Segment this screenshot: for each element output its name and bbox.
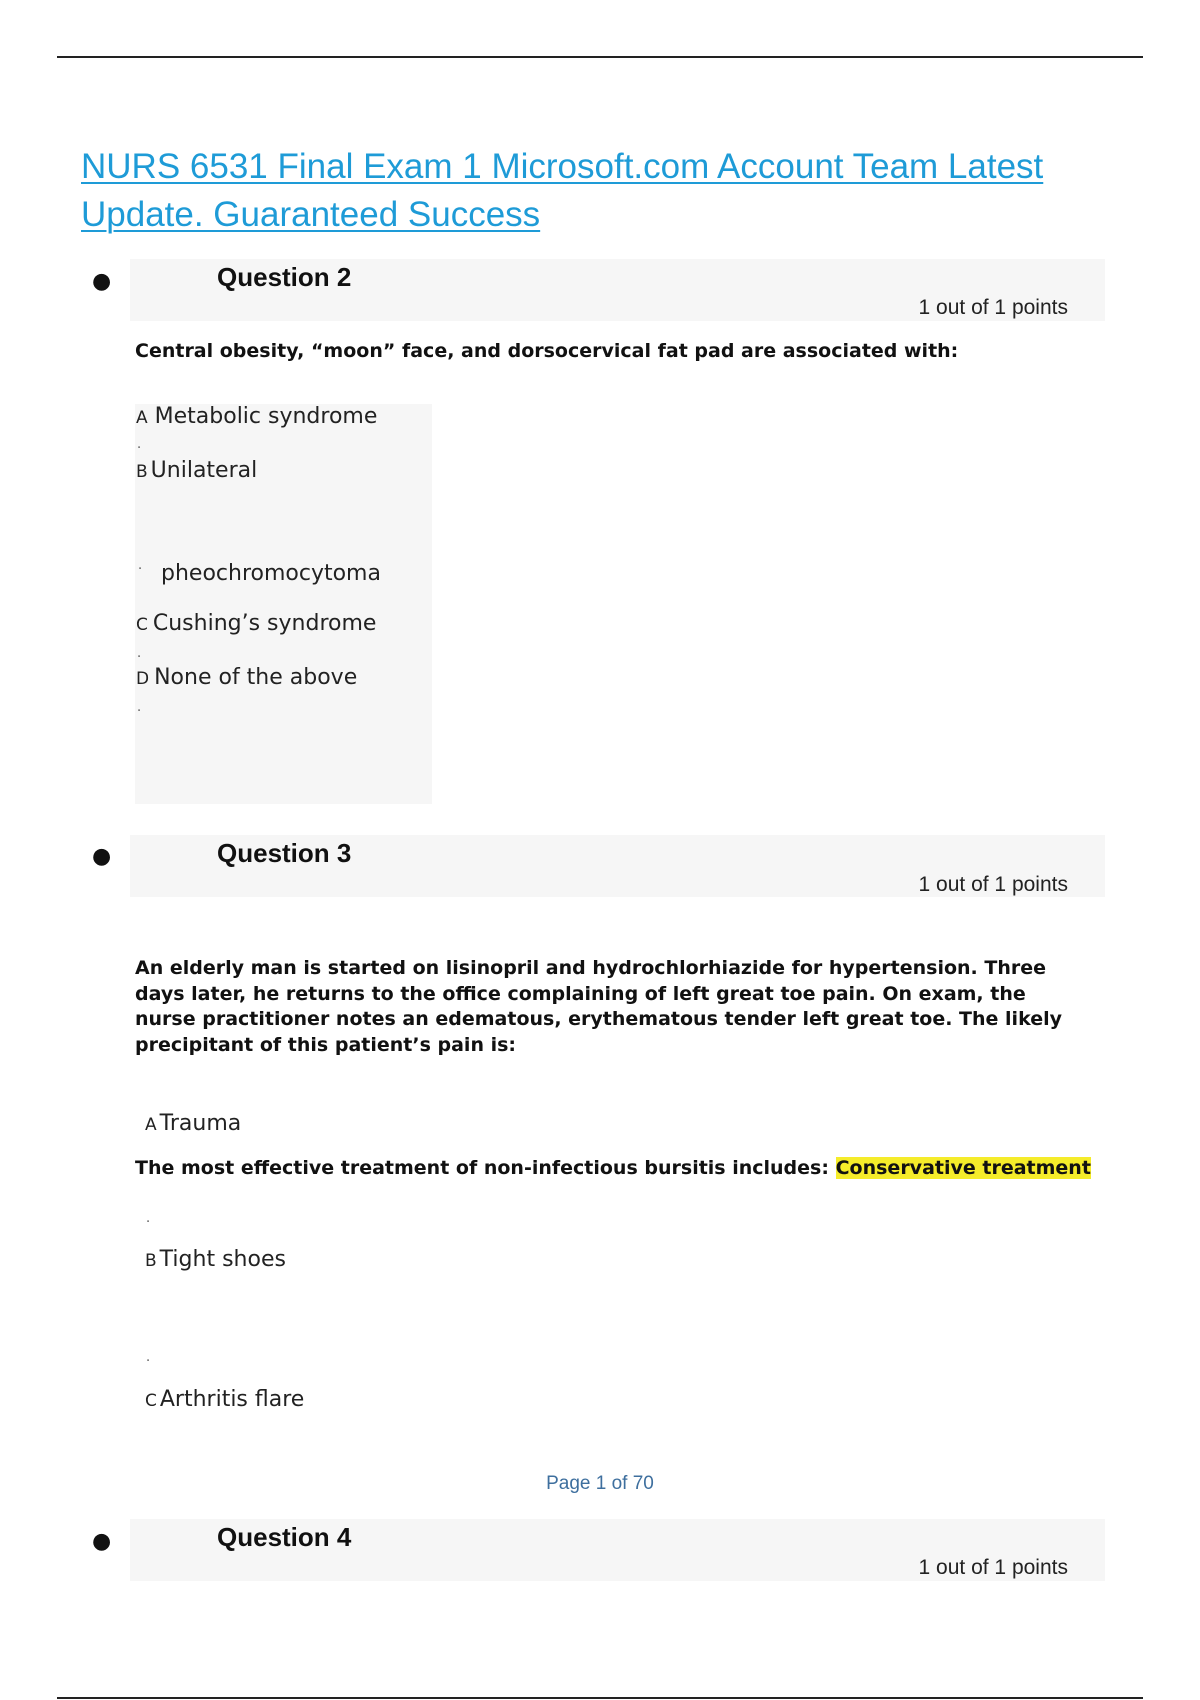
answer-text: Trauma (159, 1111, 242, 1136)
bullet-icon: ● (92, 1529, 112, 1554)
answer-option-b[interactable] (145, 1247, 286, 1272)
question-prompt: Central obesity, “moon” face, and dorsocervical fat pad are associated with: (135, 340, 959, 362)
question-title: Question 4 (217, 1522, 352, 1552)
question-points: 1 out of 1 points (918, 1556, 1068, 1579)
answer-letter: D (136, 669, 150, 689)
list-marker-dot: . (137, 700, 142, 715)
bullet-icon: ● (92, 269, 112, 294)
list-marker-dot: . (137, 646, 142, 661)
answer-text: Unilateral (150, 458, 258, 483)
list-marker-dot: . (146, 1211, 151, 1226)
bullet-icon: ● (92, 844, 112, 869)
answer-option-a[interactable] (145, 1111, 241, 1136)
answer-option-b[interactable] (136, 458, 257, 483)
document-title-link[interactable]: NURS 6531 Final Exam 1 Microsoft.com Account Team Latest Update. Guaranteed Success (81, 147, 1044, 234)
answer-text: pheochromocytoma (161, 561, 381, 586)
question-points: 1 out of 1 points (918, 873, 1068, 896)
inserted-answer-note (135, 1156, 1095, 1182)
note-text: The most effective treatment of non-infectious bursitis includes: (135, 1157, 829, 1179)
answer-text: Tight shoes (159, 1247, 286, 1272)
question-points: 1 out of 1 points (918, 296, 1068, 319)
answer-option-b-continued (161, 561, 381, 586)
answer-option-c[interactable] (145, 1387, 304, 1412)
answer-letter: C (145, 1391, 157, 1411)
question-title: Question 2 (217, 262, 352, 292)
answer-text: Metabolic syndrome (154, 404, 378, 429)
answer-letter: A (136, 408, 148, 428)
answer-text: None of the above (154, 665, 358, 690)
top-rule (57, 56, 1143, 58)
list-marker-dot: . (146, 1350, 151, 1365)
answer-option-c[interactable] (136, 611, 376, 636)
question-title: Question 3 (217, 838, 352, 868)
answer-option-a[interactable] (136, 404, 377, 429)
answer-option-d[interactable] (136, 665, 357, 690)
question-prompt: An elderly man is started on lisinopril and hydrochlorhiazide for hypertension. Three days later, he returns to the office complaining of left great toe pain. On exam, the nurse practitioner notes an edematous, erythematous tender left great toe. The likely precipitant of this patient’s pain is: (135, 957, 1062, 1056)
answer-letter: A (145, 1115, 157, 1135)
list-marker-dot: . (137, 437, 142, 452)
answer-letter: C (136, 615, 148, 635)
highlighted-answer: Conservative treatment (835, 1157, 1091, 1179)
answer-text: Arthritis flare (159, 1387, 305, 1412)
answer-letter: B (136, 462, 148, 482)
answer-text: Cushing’s syndrome (152, 611, 377, 636)
list-marker-dot: · (138, 562, 143, 577)
bottom-rule (57, 1697, 1143, 1699)
page-indicator: Page 1 of 70 (546, 1473, 654, 1494)
answer-letter: B (145, 1251, 157, 1271)
